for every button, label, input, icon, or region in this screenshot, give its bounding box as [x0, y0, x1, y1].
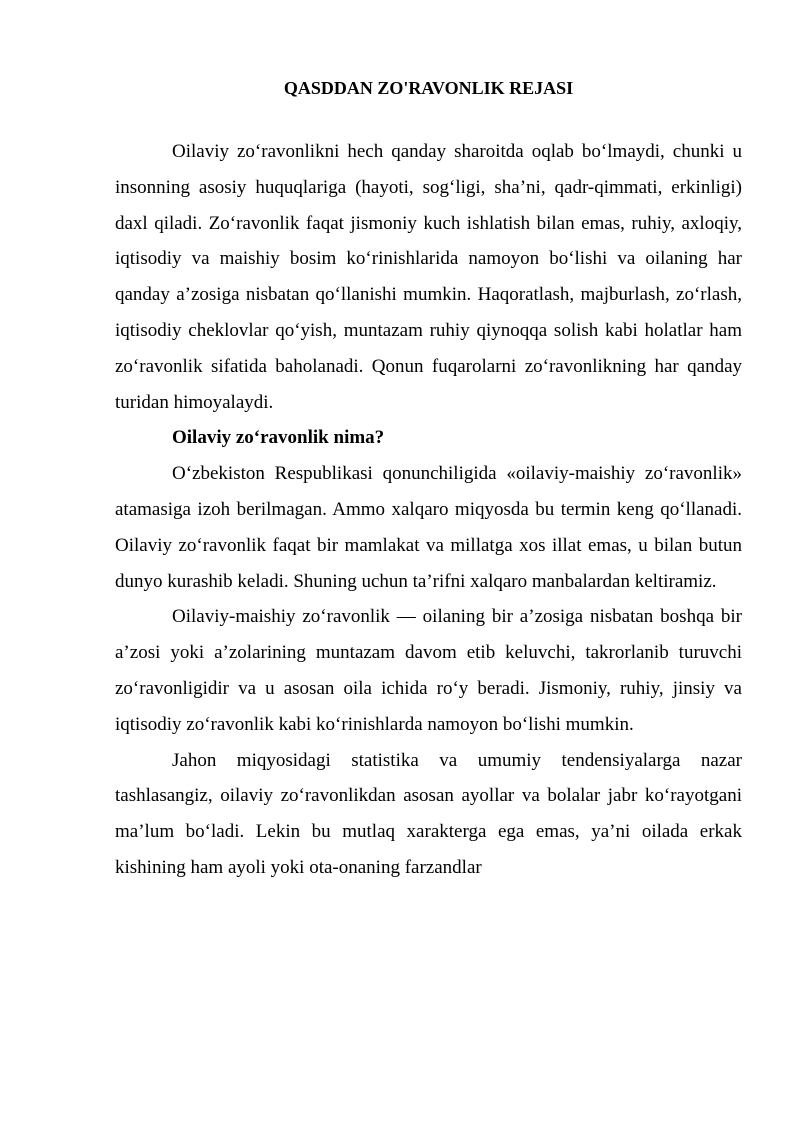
section-heading: Oilaviy zo‘ravonlik nima? [172, 427, 385, 449]
paragraph-intro: Oilaviy zo‘ravonlikni hech qanday sharoitda oqlab bo‘lmaydi, chunki u insonning asosiy huquqlariga (hayoti, sog‘ligi, sha’ni, qadr-qimmati, erkinligi) daxl qiladi. Zo‘ravonlik faqat jismoniy kuch ishlatish bilan emas, ruhiy, axloqiy, iqtisodiy va maishiy bosim ko‘rinishlarida namoyon bo‘lishi va oilaning har qanday a’zosiga nisbatan qo‘llanishi mumkin. Haqoratlash, majburlash, zo‘rlash, iqtisodiy cheklovlar qo‘yish, muntazam ruhiy qiynoqqa solish kabi holatlar ham zo‘ravonlik sifatida baholanadi. Qonun fuqarolarni zo‘ravonlikning har qanday turidan himoyalaydi. [115, 141, 742, 413]
document-page [115, 74, 742, 886]
paragraph-definition: Oilaviy-maishiy zo‘ravonlik — oilaning bir a’zosiga nisbatan boshqa bir a’zosi yoki a’zolarining muntazam davom etib keluvchi, takrorlanib turuvchi zo‘ravonligidir va u asosan oila ichida ro‘y beradi. Jismoniy, ruhiy, jinsiy va iqtisodiy zo‘ravonlik kabi ko‘rinishlarda namoyon bo‘lishi mumkin. [115, 606, 742, 735]
paragraph-legislation: O‘zbekiston Respublikasi qonunchiligida «oilaviy-maishiy zo‘ravonlik» atamasiga izoh berilmagan. Ammo xalqaro miqyosda bu termin keng qo‘llanadi. Oilaviy zo‘ravonlik faqat bir mamlakat va millatga xos illat emas, u bilan butun dunyo kurashib keladi. Shuning uchun ta’rifni xalqaro manbalardan keltiramiz. [115, 463, 742, 592]
paragraph-statistics: Jahon miqyosidagi statistika va umumiy tendensiyalarga nazar tashlasangiz, oilaviy zo‘ravonlikdan asosan ayollar va bolalar jabr ko‘rayotgani ma’lum bo‘ladi. Lekin bu mutlaq xarakterga ega emas, ya’ni oilada erkak kishining ham ayoli yoki ota-onaning farzandlar [115, 749, 742, 878]
document-title: QASDDAN ZO'RAVONLIK REJASI [283, 78, 574, 98]
